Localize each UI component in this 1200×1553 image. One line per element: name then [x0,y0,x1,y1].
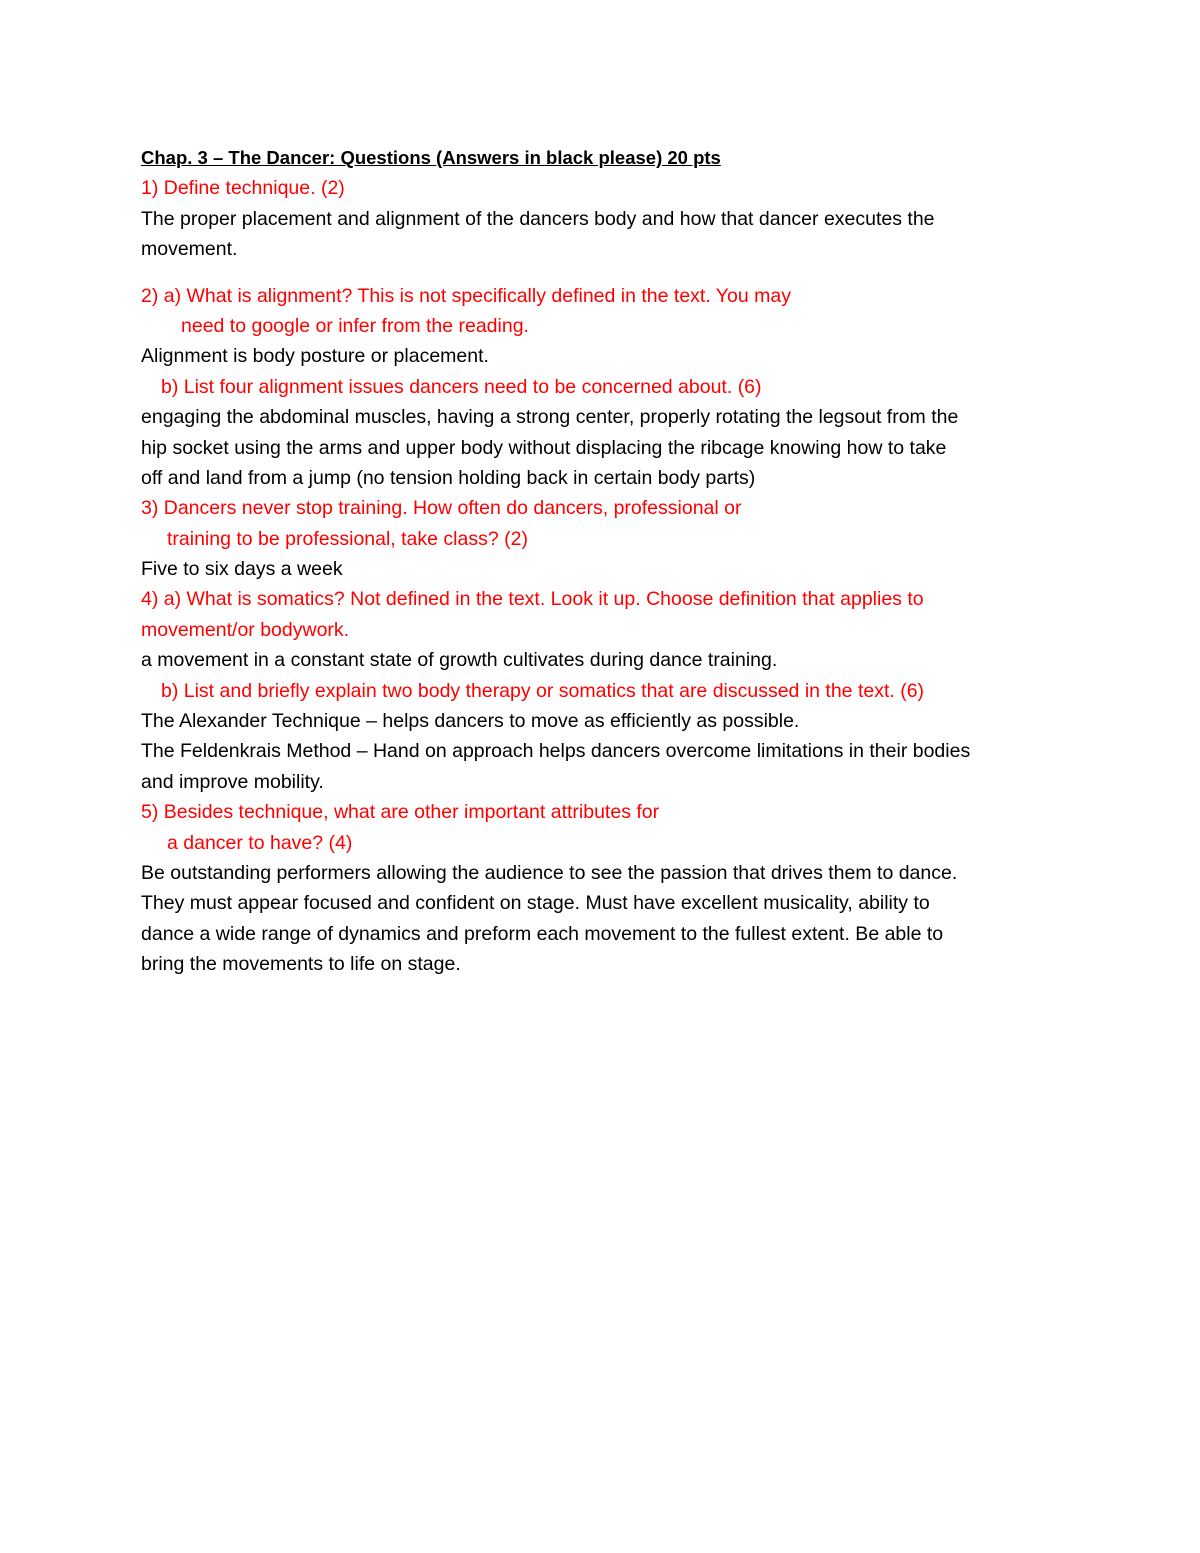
paragraph-spacer [141,265,1081,281]
answer-4b-line-3: and improve mobility. [141,770,324,793]
question-3-line-2: training to be professional, take class? (2) [167,527,528,550]
answer-1-line-1: The proper placement and alignment of the dancers body and how that dancer executes the [141,207,935,230]
answer-5-line-2: They must appear focused and confident on stage. Must have excellent musicality, ability to [141,892,930,915]
answer-5-line-3: dance a wide range of dynamics and preform each movement to the fullest extent. Be able to [141,922,944,945]
answer-4b-line-1: The Alexander Technique – helps dancers to move as efficiently as possible. [141,710,800,733]
question-3-line-1: 3) Dancers never stop training. How often do dancers, professional or [141,497,742,520]
answer-2b-line-2: hip socket using the arms and upper body without displacing the ribcage knowing how to take [141,436,947,459]
answer-3: Five to six days a week [141,558,343,581]
question-5-line-2: a dancer to have? (4) [167,831,353,854]
answer-1-line-2: movement. [141,238,238,261]
answer-5-line-1: Be outstanding performers allowing the audience to see the passion that drives them to dance. [141,861,958,884]
question-2a-line-2: need to google or infer from the reading. [181,314,529,337]
answer-4a: a movement in a constant state of growth cultivates during dance training. [141,649,778,672]
answer-2a: Alignment is body posture or placement. [141,345,489,368]
answer-2b-line-1: engaging the abdominal muscles, having a strong center, properly rotating the legsout from the [141,406,959,429]
question-2b: b) List four alignment issues dancers need to be concerned about. (6) [161,375,762,398]
question-5-line-1: 5) Besides technique, what are other important attributes for [141,801,660,824]
document-body [141,143,1081,980]
question-1: 1) Define technique. (2) [141,177,345,200]
question-4b: b) List and briefly explain two body therapy or somatics that are discussed in the text. (6) [161,679,925,702]
answer-2b-line-3: off and land from a jump (no tension holding back in certain body parts) [141,466,756,489]
question-4a-line-1: 4) a) What is somatics? Not defined in the text. Look it up. Choose definition that applies to [141,588,924,611]
question-4a-line-2: movement/or bodywork. [141,618,350,641]
answer-5-line-4: bring the movements to life on stage. [141,953,461,976]
question-2a-line-1: 2) a) What is alignment? This is not specifically defined in the text. You may [141,284,791,307]
document-title: Chap. 3 – The Dancer: Questions (Answers in black please) 20 pts [141,147,721,168]
answer-4b-line-2: The Feldenkrais Method – Hand on approach helps dancers overcome limitations in their bodies [141,740,971,763]
